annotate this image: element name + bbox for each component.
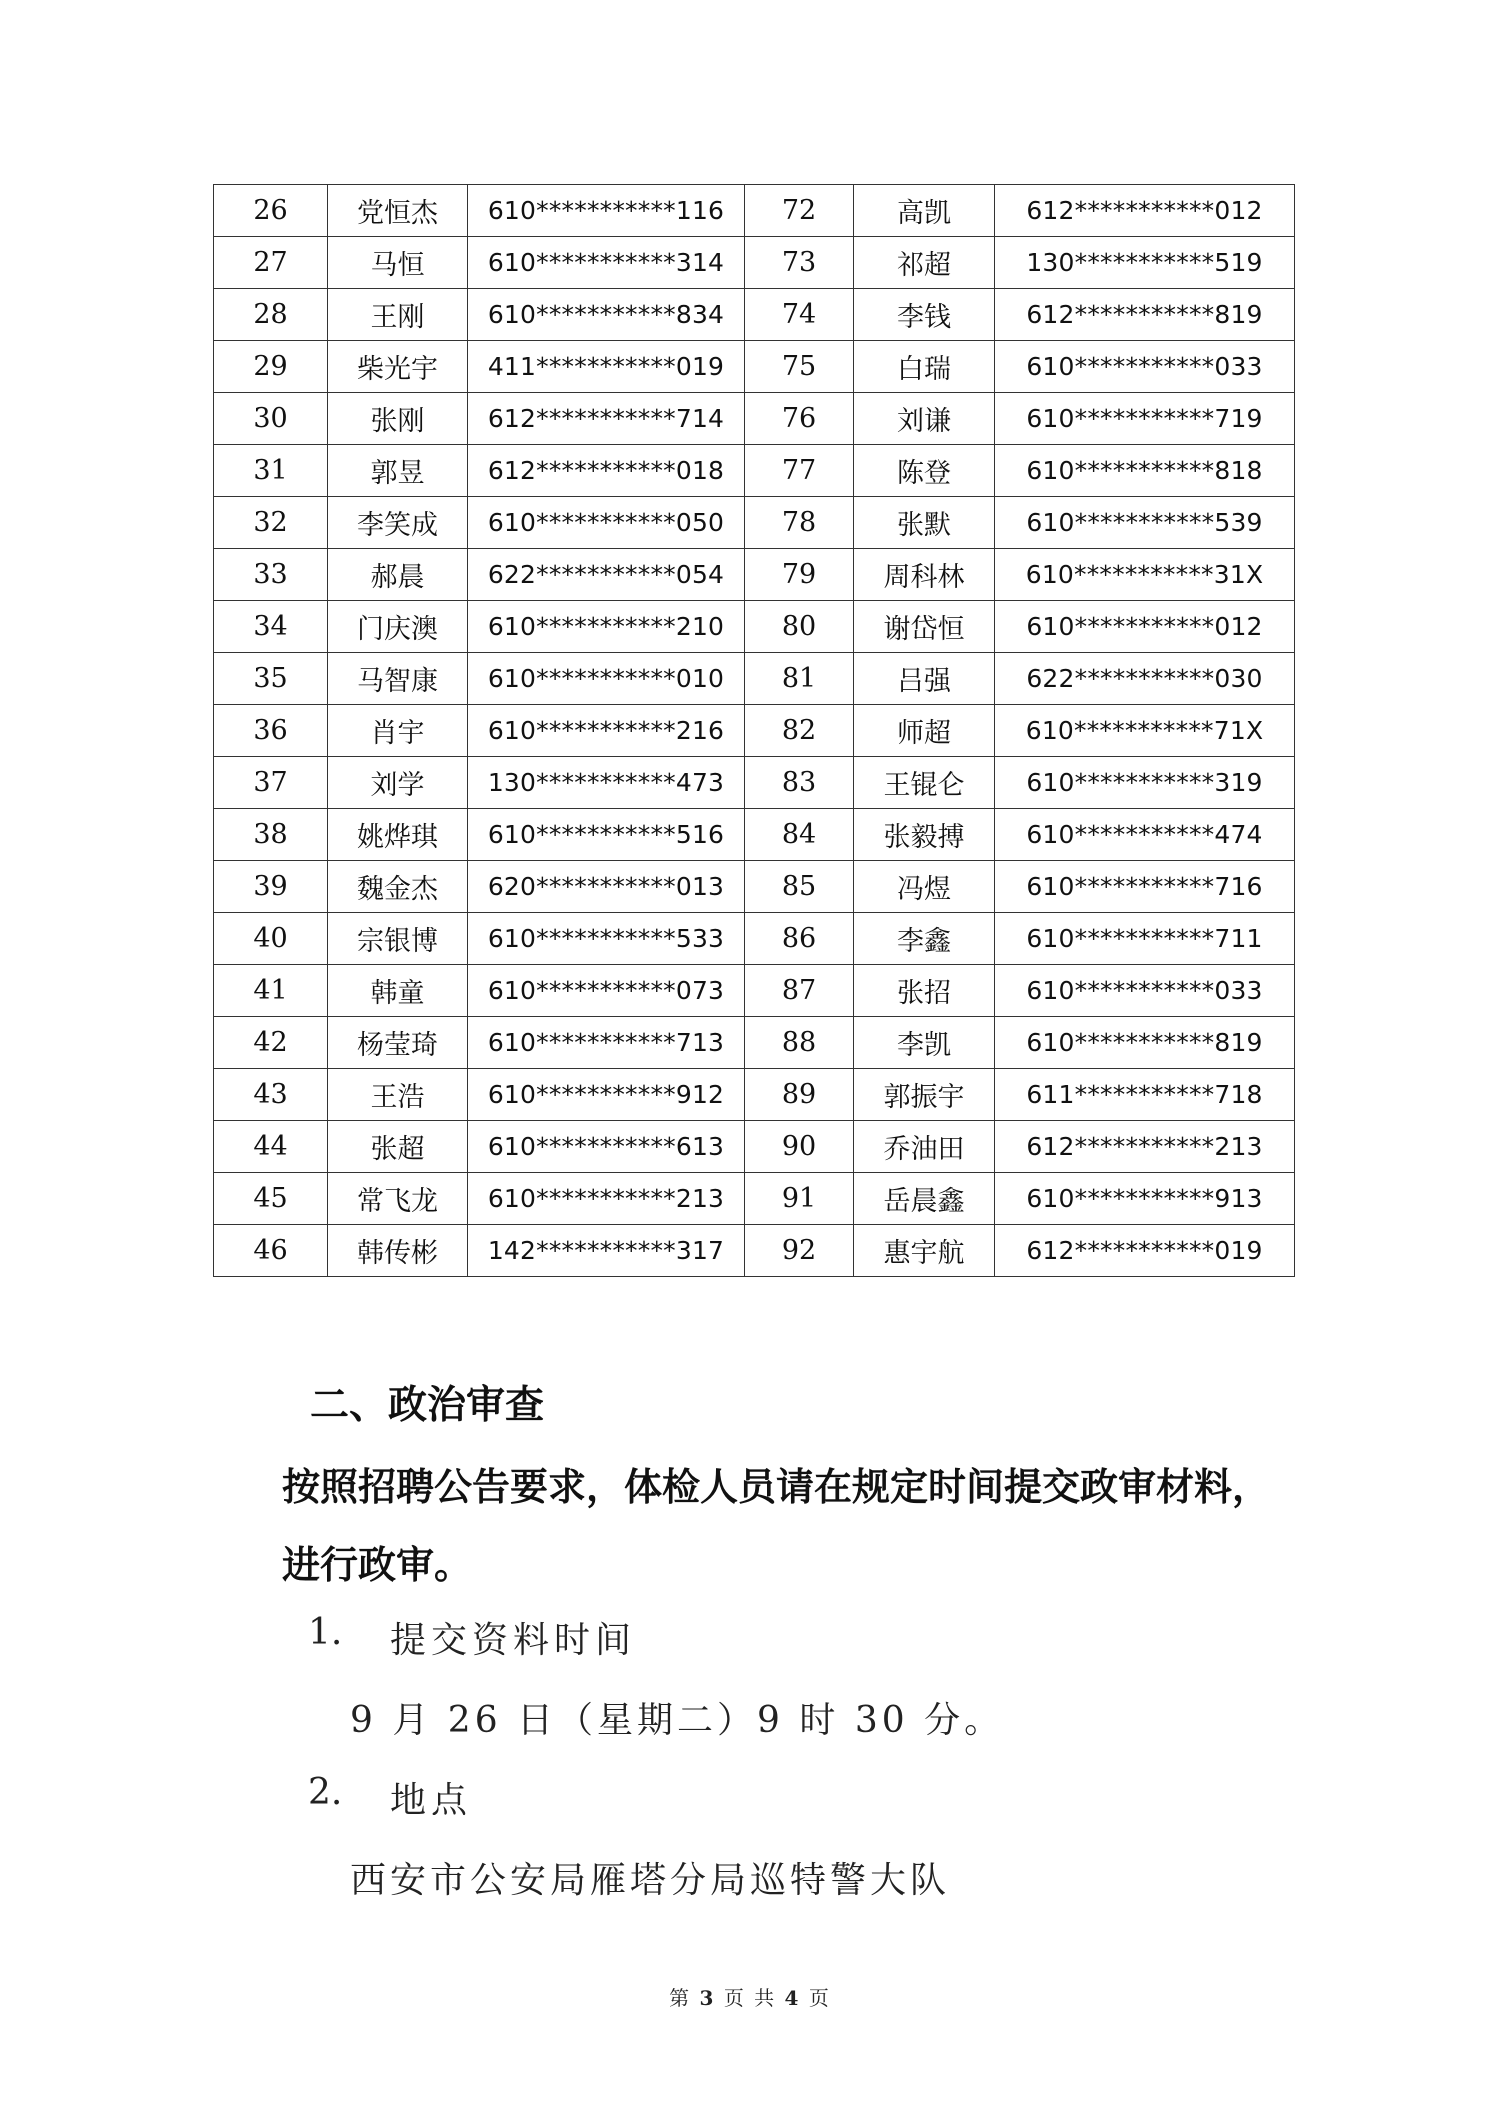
- name-cell: 刘谦: [854, 393, 995, 445]
- id-number-cell: 610***********31X: [995, 549, 1295, 601]
- id-number-cell: 610***********033: [995, 341, 1295, 393]
- id-number-cell: 610***********216: [468, 705, 745, 757]
- id-number-cell: 610***********719: [995, 393, 1295, 445]
- row-number-cell: 73: [745, 237, 854, 289]
- id-number-cell: 610***********913: [995, 1173, 1295, 1225]
- row-number-cell: 84: [745, 809, 854, 861]
- row-number-cell: 83: [745, 757, 854, 809]
- item-detail: 9 月 26 日（星期二）9 时 30 分。: [350, 1700, 1005, 1741]
- name-cell: 王浩: [328, 1069, 468, 1121]
- item-number: 1.: [308, 1612, 343, 1653]
- table-row: [214, 185, 1295, 237]
- item-label: 地点: [390, 1780, 473, 1821]
- id-number-cell: 612***********714: [468, 393, 745, 445]
- id-number-cell: 610***********033: [995, 965, 1295, 1017]
- section-paragraph: [282, 1448, 1342, 1604]
- id-number-cell: 610***********818: [995, 445, 1295, 497]
- page-footer: [0, 1982, 1500, 2011]
- row-number-cell: 38: [214, 809, 328, 861]
- name-cell: 吕强: [854, 653, 995, 705]
- name-cell: 杨莹琦: [328, 1017, 468, 1069]
- footer-suffix: 页: [808, 1986, 831, 2010]
- name-cell: 马智康: [328, 653, 468, 705]
- table-row: [214, 341, 1295, 393]
- row-number-cell: 35: [214, 653, 328, 705]
- table-row: [214, 705, 1295, 757]
- row-number-cell: 37: [214, 757, 328, 809]
- id-number-cell: 610***********116: [468, 185, 745, 237]
- row-number-cell: 88: [745, 1017, 854, 1069]
- name-cell: 岳晨鑫: [854, 1173, 995, 1225]
- id-number-cell: 610***********711: [995, 913, 1295, 965]
- table-row: [214, 861, 1295, 913]
- row-number-cell: 30: [214, 393, 328, 445]
- name-cell: 王锟仑: [854, 757, 995, 809]
- row-number-cell: 85: [745, 861, 854, 913]
- name-cell: 祁超: [854, 237, 995, 289]
- name-cell: 王刚: [328, 289, 468, 341]
- table-row: [214, 1069, 1295, 1121]
- row-number-cell: 33: [214, 549, 328, 601]
- section-heading: 二、政治审查: [310, 1383, 545, 1428]
- table-row: [214, 913, 1295, 965]
- row-number-cell: 80: [745, 601, 854, 653]
- name-cell: 柴光宇: [328, 341, 468, 393]
- footer-prefix: 第: [669, 1986, 692, 2010]
- name-cell: 韩童: [328, 965, 468, 1017]
- name-cell: 白瑞: [854, 341, 995, 393]
- name-cell: 宗银博: [328, 913, 468, 965]
- id-number-cell: 610***********539: [995, 497, 1295, 549]
- row-number-cell: 81: [745, 653, 854, 705]
- table-row: [214, 497, 1295, 549]
- row-number-cell: 82: [745, 705, 854, 757]
- item-detail: 西安市公安局雁塔分局巡特警大队: [350, 1860, 951, 1901]
- row-number-cell: 77: [745, 445, 854, 497]
- row-number-cell: 34: [214, 601, 328, 653]
- id-number-cell: 610***********912: [468, 1069, 745, 1121]
- id-number-cell: 612***********819: [995, 289, 1295, 341]
- table-row: [214, 1173, 1295, 1225]
- name-cell: 魏金杰: [328, 861, 468, 913]
- table-row: [214, 1017, 1295, 1069]
- row-number-cell: 90: [745, 1121, 854, 1173]
- item-label: 提交资料时间: [390, 1620, 637, 1661]
- name-cell: 惠宇航: [854, 1225, 995, 1277]
- row-number-cell: 44: [214, 1121, 328, 1173]
- name-cell: 张默: [854, 497, 995, 549]
- paragraph-line: 按照招聘公告要求，体检人员请在规定时间提交政审材料，: [282, 1465, 1271, 1509]
- name-cell: 张毅搏: [854, 809, 995, 861]
- id-number-cell: 610***********210: [468, 601, 745, 653]
- id-number-cell: 622***********054: [468, 549, 745, 601]
- id-number-cell: 142***********317: [468, 1225, 745, 1277]
- row-number-cell: 75: [745, 341, 854, 393]
- name-cell: 陈登: [854, 445, 995, 497]
- id-number-cell: 130***********473: [468, 757, 745, 809]
- id-number-cell: 620***********013: [468, 861, 745, 913]
- table-row: [214, 809, 1295, 861]
- row-number-cell: 32: [214, 497, 328, 549]
- name-cell: 张刚: [328, 393, 468, 445]
- footer-middle: 页 共: [723, 1986, 777, 2010]
- table-row: [214, 653, 1295, 705]
- id-number-cell: 622***********030: [995, 653, 1295, 705]
- id-number-cell: 612***********018: [468, 445, 745, 497]
- name-cell: 马恒: [328, 237, 468, 289]
- name-cell: 李笑成: [328, 497, 468, 549]
- row-number-cell: 26: [214, 185, 328, 237]
- name-cell: 郭昱: [328, 445, 468, 497]
- row-number-cell: 27: [214, 237, 328, 289]
- row-number-cell: 87: [745, 965, 854, 1017]
- id-number-cell: 610***********613: [468, 1121, 745, 1173]
- id-number-cell: 610***********314: [468, 237, 745, 289]
- id-number-cell: 130***********519: [995, 237, 1295, 289]
- id-number-cell: 610***********716: [995, 861, 1295, 913]
- row-number-cell: 79: [745, 549, 854, 601]
- row-number-cell: 46: [214, 1225, 328, 1277]
- name-cell: 张招: [854, 965, 995, 1017]
- row-number-cell: 42: [214, 1017, 328, 1069]
- name-cell: 李钱: [854, 289, 995, 341]
- table-row: [214, 549, 1295, 601]
- name-cell: 刘学: [328, 757, 468, 809]
- id-number-cell: 610***********012: [995, 601, 1295, 653]
- row-number-cell: 74: [745, 289, 854, 341]
- id-number-cell: 610***********050: [468, 497, 745, 549]
- table-row: [214, 1121, 1295, 1173]
- name-cell: 党恒杰: [328, 185, 468, 237]
- table-row: [214, 445, 1295, 497]
- row-number-cell: 78: [745, 497, 854, 549]
- item-number: 2.: [308, 1772, 343, 1813]
- id-number-cell: 610***********474: [995, 809, 1295, 861]
- name-cell: 师超: [854, 705, 995, 757]
- name-cell: 韩传彬: [328, 1225, 468, 1277]
- name-cell: 常飞龙: [328, 1173, 468, 1225]
- name-cell: 姚烨琪: [328, 809, 468, 861]
- row-number-cell: 28: [214, 289, 328, 341]
- footer-page-number: 3: [699, 1986, 716, 2010]
- name-cell: 门庆澳: [328, 601, 468, 653]
- id-number-cell: 610***********213: [468, 1173, 745, 1225]
- table-row: [214, 601, 1295, 653]
- row-number-cell: 36: [214, 705, 328, 757]
- table-row: [214, 393, 1295, 445]
- name-cell: 郭振宇: [854, 1069, 995, 1121]
- name-cell: 李凯: [854, 1017, 995, 1069]
- id-number-cell: 612***********213: [995, 1121, 1295, 1173]
- id-number-cell: 610***********533: [468, 913, 745, 965]
- row-number-cell: 89: [745, 1069, 854, 1121]
- id-number-cell: 610***********71X: [995, 705, 1295, 757]
- name-cell: 乔油田: [854, 1121, 995, 1173]
- footer-total-pages: 4: [784, 1986, 801, 2010]
- row-number-cell: 41: [214, 965, 328, 1017]
- id-number-cell: 610***********516: [468, 809, 745, 861]
- table-row: [214, 965, 1295, 1017]
- row-number-cell: 31: [214, 445, 328, 497]
- row-number-cell: 86: [745, 913, 854, 965]
- id-number-cell: 610***********319: [995, 757, 1295, 809]
- row-number-cell: 76: [745, 393, 854, 445]
- name-cell: 周科林: [854, 549, 995, 601]
- row-number-cell: 91: [745, 1173, 854, 1225]
- table-row: [214, 289, 1295, 341]
- paragraph-line: 进行政审。: [282, 1543, 473, 1587]
- row-number-cell: 45: [214, 1173, 328, 1225]
- name-cell: 郝晨: [328, 549, 468, 601]
- id-number-cell: 610***********834: [468, 289, 745, 341]
- name-cell: 张超: [328, 1121, 468, 1173]
- name-cell: 李鑫: [854, 913, 995, 965]
- table-row: [214, 757, 1295, 809]
- name-cell: 冯煜: [854, 861, 995, 913]
- id-number-cell: 610***********010: [468, 653, 745, 705]
- row-number-cell: 92: [745, 1225, 854, 1277]
- row-number-cell: 40: [214, 913, 328, 965]
- table-row: [214, 237, 1295, 289]
- roster-table-body: [214, 185, 1295, 1277]
- row-number-cell: 43: [214, 1069, 328, 1121]
- name-cell: 高凯: [854, 185, 995, 237]
- id-number-cell: 611***********718: [995, 1069, 1295, 1121]
- table-row: [214, 1225, 1295, 1277]
- id-number-cell: 610***********073: [468, 965, 745, 1017]
- row-number-cell: 72: [745, 185, 854, 237]
- id-number-cell: 612***********019: [995, 1225, 1295, 1277]
- name-cell: 肖宇: [328, 705, 468, 757]
- id-number-cell: 411***********019: [468, 341, 745, 393]
- name-cell: 谢岱恒: [854, 601, 995, 653]
- id-number-cell: 612***********012: [995, 185, 1295, 237]
- id-number-cell: 610***********819: [995, 1017, 1295, 1069]
- roster-table-container: [213, 184, 1295, 1277]
- roster-table: [213, 184, 1295, 1277]
- row-number-cell: 29: [214, 341, 328, 393]
- id-number-cell: 610***********713: [468, 1017, 745, 1069]
- row-number-cell: 39: [214, 861, 328, 913]
